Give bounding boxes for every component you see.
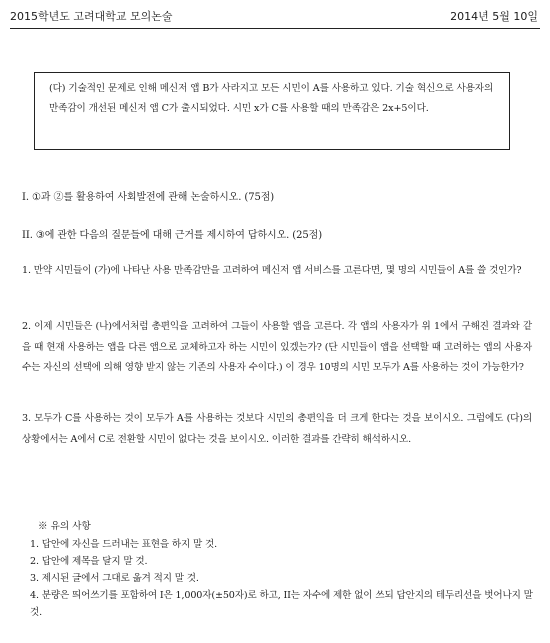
subquestion-1: 1. 만약 시민들이 (가)에 나타난 사용 만족감만을 고려하여 메신저 앱 서비스를 고른다면, 몇 명의 시민들이 A를 쓸 것인가? (22, 265, 522, 276)
subquestion-3: 3. 모두가 C를 사용하는 것이 모두가 A를 사용하는 것보다 시민의 총편익을 더 크게 한다는 것을 보이시오. 그럼에도 (다)의 상황에서는 A에서 C로 전환할 시민이 없다는 것을 보이시오. 이러한 결과를 간략히 해석하시오. (22, 413, 532, 445)
passage-text: (다) 기술적인 문제로 인해 메신저 앱 B가 사라지고 모든 시민이 A를 사용하고 있다. 기술 혁신으로 사용자의 만족감이 개선된 메신저 앱 C가 출시되었다. 시민 x가 C를 사용할 때의 만족감은 2x+5이다. (49, 83, 494, 114)
header-divider (10, 28, 540, 29)
note-item: 3. 제시된 글에서 그대로 옮겨 적지 말 것. (30, 573, 199, 584)
note-item: 1. 답안에 자신을 드러내는 표현을 하지 말 것. (30, 539, 218, 550)
notes-title: ※ 유의 사항 (38, 521, 91, 532)
question-2: II. ③에 관한 다음의 질문들에 대해 근거를 제시하여 답하시오. (25점) (22, 230, 322, 241)
passage-box (34, 72, 510, 150)
exam-date: 2014년 5월 10일 (450, 10, 538, 23)
subquestion-2: 2. 이제 시민들은 (나)에서처럼 총편익을 고려하여 그들이 사용할 앱을 고른다. 각 앱의 사용자가 위 1에서 구해진 결과와 같을 때 현재 사용하는 앱을 다른 앱으로 교체하고자 하는 시민이 있겠는가? (단 시민들이 앱을 선택할 때 고려하는 앱의 사용자 수는 자신의 선택에 의해 영향 받지 않는 기존의 사용자 수이다.) 이 경우 10명의 시민 모두가 A를 사용하는 것이 가능한가? (22, 321, 532, 373)
question-1: I. ①과 ②를 활용하여 사회발전에 관해 논술하시오. (75점) (22, 192, 275, 203)
page-header (10, 6, 538, 26)
notes-list (30, 536, 535, 621)
exam-title: 2015학년도 고려대학교 모의논술 (10, 10, 173, 23)
note-item: 2. 답안에 제목을 달지 말 것. (30, 556, 148, 567)
note-item: 4. 분량은 띄어쓰기를 포함하여 I은 1,000자(±50자)로 하고, II는 자수에 제한 없이 쓰되 답안지의 테두리선을 벗어나지 말 것. (30, 590, 533, 618)
